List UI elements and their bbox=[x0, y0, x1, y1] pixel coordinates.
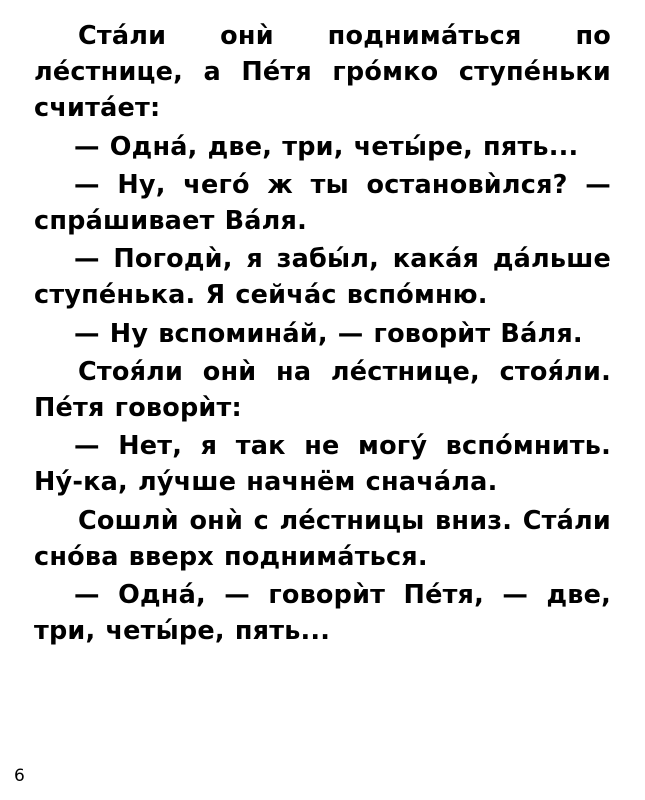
paragraph: — Погодѝ, я забы́л, какáя дáльше ступéнька. Я сейчáс вспóмню. bbox=[34, 244, 611, 311]
paragraph: Сошлѝ онѝ с лéстницы вниз. Стáли снóва вверх поднимáться. bbox=[34, 505, 611, 572]
page-number: 6 bbox=[14, 766, 25, 786]
paragraph: Стáли онѝ поднимáться по лéстнице, а Пéтя грóмко ступéньки считáет: bbox=[34, 21, 611, 124]
paragraph: — Однá, две, три, четы́ре, пять... bbox=[74, 131, 579, 162]
paragraph: Стоя́ли онѝ на лéстнице, стоя́ли. Пéтя говорѝт: bbox=[34, 356, 611, 424]
paragraph: — Нет, я так не могý вспóмнить. Нý-ка, лýчше начнём сначáла. bbox=[34, 431, 611, 498]
paragraph: — Ну вспоминáй, — говорѝт Вáля. bbox=[74, 318, 583, 349]
paragraph: — Однá, — говорѝт Пéтя, — две, три, четы́ре, пять... bbox=[34, 580, 611, 647]
paragraph: — Ну, чегó ж ты остановѝлся? — спрáшивает Вáля. bbox=[34, 169, 611, 237]
